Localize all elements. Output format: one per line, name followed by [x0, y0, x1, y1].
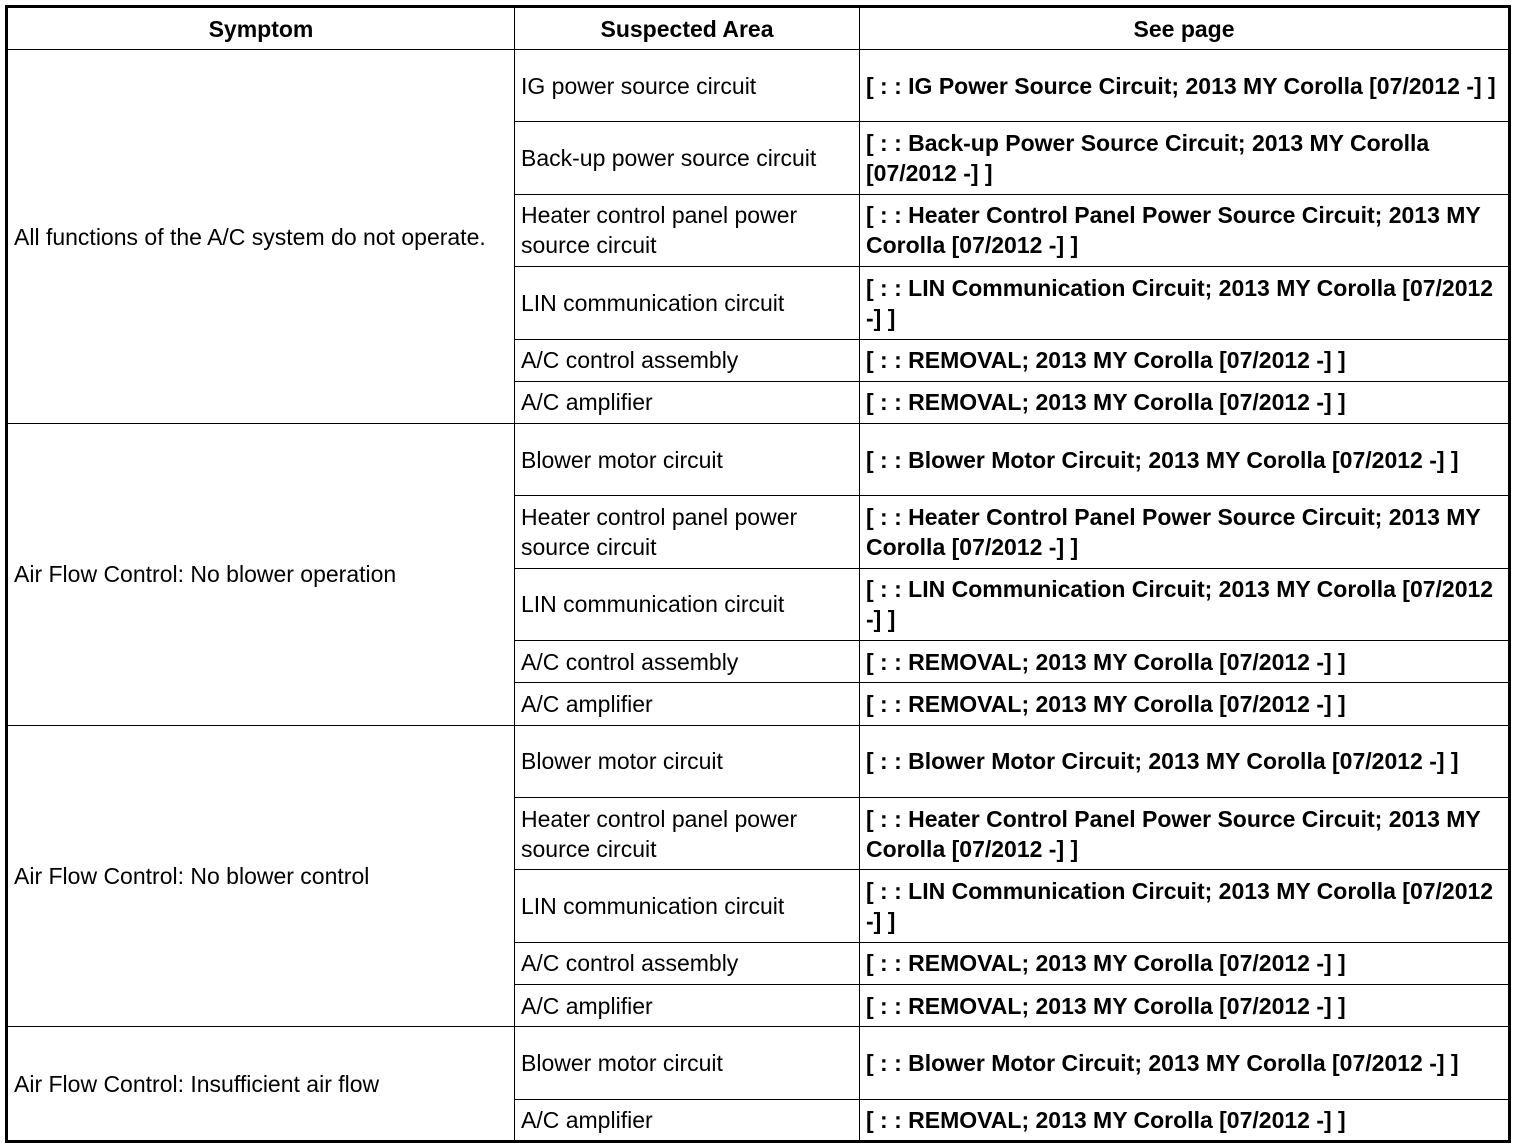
header-suspected-area: Suspected Area — [515, 7, 860, 50]
symptom-cell: Air Flow Control: No blower operation — [7, 424, 515, 726]
symptom-cell: Air Flow Control: Insufficient air flow — [7, 1027, 515, 1142]
see-page-link[interactable]: [ : : Blower Motor Circuit; 2013 MY Corolla [07/2012 -] ] — [860, 1027, 1510, 1099]
symptom-cell: Air Flow Control: No blower control — [7, 725, 515, 1027]
suspected-area-cell: LIN communication circuit — [515, 267, 860, 339]
see-page-link[interactable]: [ : : Heater Control Panel Power Source Circuit; 2013 MY Corolla [07/2012 -] ] — [860, 194, 1510, 266]
table-row — [7, 725, 1510, 797]
see-page-link[interactable]: [ : : Heater Control Panel Power Source Circuit; 2013 MY Corolla [07/2012 -] ] — [860, 798, 1510, 870]
see-page-link[interactable]: [ : : REMOVAL; 2013 MY Corolla [07/2012 -] ] — [860, 683, 1510, 725]
header-symptom: Symptom — [7, 7, 515, 50]
suspected-area-cell: Blower motor circuit — [515, 725, 860, 797]
header-row — [7, 7, 1510, 50]
suspected-area-cell: Heater control panel power source circuit — [515, 194, 860, 266]
symptom-cell: All functions of the A/C system do not operate. — [7, 50, 515, 424]
see-page-link[interactable]: [ : : Blower Motor Circuit; 2013 MY Corolla [07/2012 -] ] — [860, 725, 1510, 797]
see-page-link[interactable]: [ : : LIN Communication Circuit; 2013 MY Corolla [07/2012 -] ] — [860, 568, 1510, 640]
table-row — [7, 50, 1510, 122]
see-page-link[interactable]: [ : : LIN Communication Circuit; 2013 MY Corolla [07/2012 -] ] — [860, 267, 1510, 339]
suspected-area-cell: IG power source circuit — [515, 50, 860, 122]
see-page-link[interactable]: [ : : REMOVAL; 2013 MY Corolla [07/2012 -] ] — [860, 641, 1510, 683]
see-page-link[interactable]: [ : : REMOVAL; 2013 MY Corolla [07/2012 -] ] — [860, 381, 1510, 423]
header-see-page: See page — [860, 7, 1510, 50]
suspected-area-cell: A/C control assembly — [515, 942, 860, 984]
symptom-table — [5, 5, 1511, 1143]
suspected-area-cell: A/C amplifier — [515, 1099, 860, 1141]
see-page-link[interactable]: [ : : Blower Motor Circuit; 2013 MY Corolla [07/2012 -] ] — [860, 424, 1510, 496]
see-page-link[interactable]: [ : : REMOVAL; 2013 MY Corolla [07/2012 -] ] — [860, 1099, 1510, 1141]
suspected-area-cell: Back-up power source circuit — [515, 122, 860, 194]
see-page-link[interactable]: [ : : IG Power Source Circuit; 2013 MY Corolla [07/2012 -] ] — [860, 50, 1510, 122]
suspected-area-cell: A/C amplifier — [515, 683, 860, 725]
suspected-area-cell: A/C amplifier — [515, 381, 860, 423]
suspected-area-cell: LIN communication circuit — [515, 870, 860, 942]
suspected-area-cell: Heater control panel power source circuit — [515, 496, 860, 568]
suspected-area-cell: Heater control panel power source circuit — [515, 798, 860, 870]
see-page-link[interactable]: [ : : Heater Control Panel Power Source Circuit; 2013 MY Corolla [07/2012 -] ] — [860, 496, 1510, 568]
suspected-area-cell: A/C amplifier — [515, 985, 860, 1027]
suspected-area-cell: Blower motor circuit — [515, 1027, 860, 1099]
suspected-area-cell: A/C control assembly — [515, 641, 860, 683]
see-page-link[interactable]: [ : : LIN Communication Circuit; 2013 MY Corolla [07/2012 -] ] — [860, 870, 1510, 942]
suspected-area-cell: Blower motor circuit — [515, 424, 860, 496]
suspected-area-cell: A/C control assembly — [515, 339, 860, 381]
see-page-link[interactable]: [ : : REMOVAL; 2013 MY Corolla [07/2012 -] ] — [860, 339, 1510, 381]
see-page-link[interactable]: [ : : Back-up Power Source Circuit; 2013 MY Corolla [07/2012 -] ] — [860, 122, 1510, 194]
see-page-link[interactable]: [ : : REMOVAL; 2013 MY Corolla [07/2012 -] ] — [860, 942, 1510, 984]
table-row — [7, 424, 1510, 496]
see-page-link[interactable]: [ : : REMOVAL; 2013 MY Corolla [07/2012 -] ] — [860, 985, 1510, 1027]
suspected-area-cell: LIN communication circuit — [515, 568, 860, 640]
table-row — [7, 1027, 1510, 1099]
